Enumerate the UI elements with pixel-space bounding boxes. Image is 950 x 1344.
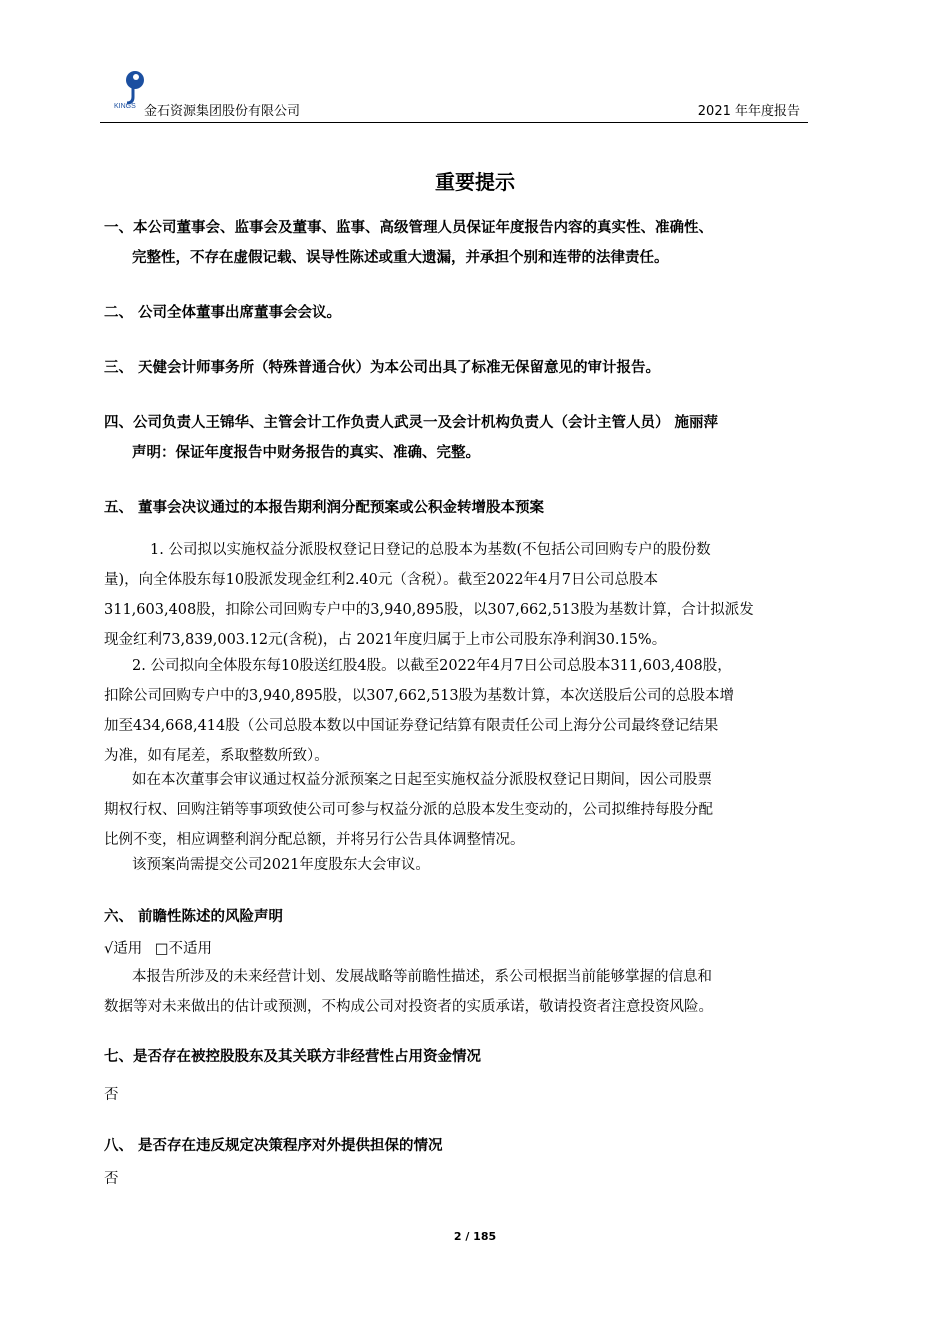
section-5-heading: 五、 董事会决议通过的本报告期利润分配预案或公积金转增股本预案 — [104, 500, 545, 516]
section-5-paragraph-3: 如在本次董事会审议通过权益分派预案之日起至实施权益分派股权登记日期间，因公司股票 期权行权、回购注销等事项致使公司可参与权益分派的总股本发生变动的，公司拟维持每股分配 比例不变，相应调整利润分配总额，并将另行公告具体调整情况。 — [104, 772, 713, 848]
page-number: 2 / 185 — [453, 1230, 497, 1243]
section-7-heading: 七、是否存在被控股股东及其关联方非经营性占用资金情况 — [104, 1049, 481, 1065]
company-name: 金石资源集团股份有限公司 — [144, 104, 301, 119]
section-8-heading: 八、 是否存在违反规定决策程序对外提供担保的情况 — [104, 1138, 443, 1154]
section-6-heading: 六、 前瞻性陈述的风险声明 — [104, 909, 284, 925]
section-6-paragraph: 本报告所涉及的未来经营计划、发展战略等前瞻性描述，系公司根据当前能够掌握的信息和 数据等对未来做出的估计或预测，不构成公司对投资者的实质承诺，敬请投资者注意投资风险。 — [104, 969, 713, 1015]
section-5-paragraph-2: 2. 公司拟向全体股东每10股送红股4股。以截至2022年4月7日公司总股本311,603,408股， 扣除公司回购专户中的3,940,895股，以307,662,513股为基数计算，本次送股后公司的总股本增 加至434,668,414股（公司总股本数以中国证券登记结算有限责任公司上海分公司最终登记结果 为准，如有尾差，系取整数所致）。 — [104, 658, 735, 764]
section-1: 一、本公司董事会、监事会及董事、监事、高级管理人员保证年度报告内容的真实性、准确性、 完整性，不存在虚假记载、误导性陈述或重大遗漏，并承担个别和连带的法律责任。 — [104, 220, 713, 266]
section-5-paragraph-4: 该预案尚需提交公司2021年度股东大会审议。 — [132, 857, 430, 873]
section-7-answer: 否 — [104, 1087, 119, 1103]
page-header — [100, 70, 808, 123]
section-2: 二、 公司全体董事出席董事会会议。 — [104, 305, 342, 321]
applicable-checkbox: √适用 — [104, 941, 143, 957]
page-title: 重要提示 — [435, 170, 515, 194]
section-4: 四、公司负责人王锦华、主管会计工作负责人武灵一及会计机构负责人（会计主管人员） 施丽萍 声明：保证年度报告中财务报告的真实、准确、完整。 — [104, 415, 719, 461]
report-year: 2021 年年度报告 — [697, 104, 800, 119]
section-5-paragraph-1: 1. 公司拟以实施权益分派股权登记日登记的总股本为基数(不包括公司回购专户的股份数 量)，向全体股东每10股派发现金红利2.40元（含税）。截至2022年4月7日公司总股本 311,603,408股，扣除公司回购专户中的3,940,895股，以307,662,513股为基数计算，合计拟派发 现金红利73,839,003.12元(含税)，占 2021年度归属于上市公司股东净利润30.15%。 — [104, 542, 754, 648]
svg-text:KINGS: KINGS — [114, 103, 136, 110]
not-applicable-checkbox: □不适用 — [154, 941, 213, 957]
company-logo — [114, 70, 148, 110]
applicability-options — [104, 934, 212, 964]
section-3: 三、 天健会计师事务所（特殊普通合伙）为本公司出具了标准无保留意见的审计报告。 — [104, 360, 661, 376]
section-8-answer: 否 — [104, 1171, 119, 1187]
